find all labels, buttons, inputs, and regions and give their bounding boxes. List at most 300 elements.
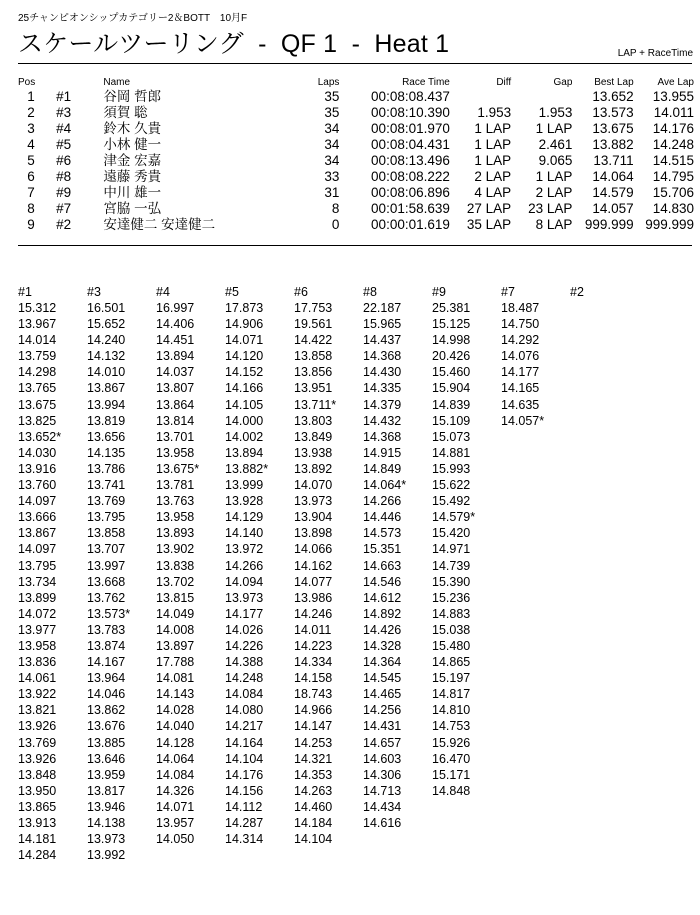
pos-cell: 2	[27, 105, 35, 120]
lap-time: 14.446	[363, 510, 402, 525]
lap-time: 14.140	[225, 526, 264, 541]
lap-time: 13.882*	[225, 461, 269, 476]
lap-time: 13.862	[87, 703, 126, 718]
lap-time: 14.306	[363, 767, 402, 782]
lap-column-label: #7	[501, 285, 515, 299]
lap-time: 14.616	[363, 816, 402, 830]
lap-time: 13.573*	[87, 606, 131, 621]
lap-time: 14.451	[156, 333, 195, 348]
lap-time: 14.094	[225, 574, 264, 589]
lap-time: 13.675*	[156, 461, 200, 476]
page-title: スケールツーリング - QF 1 - Heat 1	[18, 30, 450, 58]
best-lap-cell: 13.882	[592, 137, 634, 152]
event-subtitle: 25チャンピオンシップカテゴリー2＆BOTT 10月F	[18, 13, 248, 24]
driver-name: 谷岡 哲郎	[103, 89, 162, 104]
lap-time: 13.769	[87, 494, 126, 509]
laps-cell: 33	[324, 169, 340, 184]
lap-time: 14.849	[363, 461, 402, 476]
lap-time: 14.328	[363, 638, 402, 653]
lap-time: 20.426	[432, 349, 471, 364]
ave-lap-cell: 999.999	[645, 217, 694, 232]
lap-time: 14.883	[432, 606, 471, 621]
col-name: Name	[103, 77, 131, 88]
lap-time: 14.104	[225, 751, 264, 766]
best-lap-cell: 13.652	[592, 89, 634, 104]
result-row	[18, 185, 694, 201]
car-number: #3	[56, 105, 72, 120]
lap-time: 13.950	[18, 783, 57, 798]
pos-cell: 6	[27, 169, 35, 184]
lap-time: 14.364	[363, 655, 402, 670]
lap-time: 13.815	[156, 590, 195, 605]
lap-time: 14.966	[294, 703, 333, 718]
lap-time: 15.125	[432, 317, 471, 332]
lap-time: 15.073	[432, 429, 471, 444]
lap-time: 14.164	[225, 735, 264, 750]
lap-time: 14.080	[225, 703, 264, 718]
lap-time: 15.622	[432, 478, 471, 493]
lap-time: 13.819	[87, 413, 126, 428]
lap-time: 19.561	[294, 317, 333, 332]
ave-lap-cell: 14.176	[652, 121, 694, 136]
lap-time: 14.321	[294, 751, 333, 766]
lap-time: 15.171	[432, 767, 471, 782]
laps-cell: 31	[324, 185, 340, 200]
lap-time: 14.011	[294, 622, 332, 637]
col-diff: Diff	[496, 77, 512, 88]
car-number: #8	[56, 169, 72, 184]
result-row	[18, 169, 694, 185]
lap-time: 13.652*	[18, 429, 62, 444]
driver-name: 津金 宏嘉	[103, 153, 162, 168]
lap-time: 14.014	[18, 333, 57, 348]
lap-time: 14.657	[363, 735, 402, 750]
lap-time: 14.753	[432, 719, 471, 734]
lap-time: 14.406	[156, 317, 195, 332]
lap-time: 13.928	[225, 494, 264, 509]
gap-cell	[511, 89, 572, 105]
car-number: #6	[56, 153, 72, 168]
best-lap-cell: 13.675	[592, 121, 634, 136]
lap-time: 14.177	[501, 365, 540, 380]
lap-time: 13.668	[87, 574, 126, 589]
lap-time: 15.390	[432, 574, 471, 589]
result-row	[18, 89, 694, 105]
lap-time: 14.072	[18, 606, 57, 621]
results-divider	[18, 245, 692, 246]
lap-time: 13.763	[156, 494, 195, 509]
lap-time: 14.040	[156, 719, 195, 734]
lap-time: 14.422	[294, 333, 333, 348]
lap-time: 14.246	[294, 606, 333, 621]
diff-cell: 27 LAP	[466, 201, 512, 216]
pos-cell: 1	[27, 89, 35, 104]
lap-time: 14.314	[225, 832, 264, 847]
lap-time: 13.959	[87, 767, 126, 782]
col-ave-lap: Ave Lap	[657, 77, 694, 88]
lap-time: 13.892	[294, 461, 333, 476]
lap-time: 15.480	[432, 638, 471, 653]
race-time-cell: 00:08:08.222	[371, 169, 450, 184]
header-divider	[18, 63, 692, 64]
lap-time: 13.817	[87, 783, 126, 798]
lap-time: 13.759	[18, 349, 57, 364]
lap-time: 13.893	[156, 526, 195, 541]
lap-time: 13.913	[18, 816, 57, 830]
lap-time: 13.856	[294, 365, 333, 380]
lap-time: 14.008	[156, 622, 195, 637]
gap-cell: 1 LAP	[535, 121, 573, 136]
best-lap-cell: 13.573	[592, 105, 634, 120]
lap-time: 13.958	[18, 638, 57, 653]
lap-time: 14.426	[363, 622, 402, 637]
lap-time: 13.973	[225, 590, 264, 605]
gap-cell: 9.065	[538, 153, 573, 168]
lap-time: 14.612	[363, 590, 402, 605]
lap-time: 14.097	[18, 542, 57, 557]
lap-time: 14.030	[18, 445, 57, 460]
lap-time: 13.938	[294, 445, 333, 460]
lap-time: 13.999	[225, 478, 264, 493]
lap-time: 13.646	[87, 751, 126, 766]
lap-time: 14.326	[156, 783, 195, 798]
lap-time: 17.873	[225, 301, 264, 315]
lap-time: 13.701	[156, 429, 195, 444]
gap-cell: 23 LAP	[528, 201, 573, 216]
best-lap-cell: 14.064	[592, 169, 634, 184]
laps-cell: 35	[324, 105, 340, 120]
lap-column	[87, 284, 155, 863]
lap-time: 14.546	[363, 574, 402, 589]
lap-time: 15.492	[432, 494, 471, 509]
lap-column	[501, 284, 569, 429]
lap-time: 13.973	[87, 832, 126, 847]
lap-time: 13.898	[294, 526, 333, 541]
lap-time: 14.248	[225, 671, 264, 686]
lap-time: 17.753	[294, 301, 333, 315]
lap-time: 13.894	[225, 445, 264, 460]
ave-lap-cell: 14.011	[653, 105, 694, 120]
diff-cell: 1.953	[477, 105, 512, 120]
best-lap-cell: 999.999	[584, 217, 634, 232]
lap-time: 14.162	[294, 558, 333, 573]
lap-time: 14.156	[225, 783, 264, 798]
lap-time: 13.865	[18, 799, 57, 814]
laps-cell: 8	[331, 201, 340, 216]
lap-time: 14.334	[294, 655, 333, 670]
lap-time: 13.765	[18, 381, 57, 396]
gap-cell: 2.461	[538, 137, 573, 152]
lap-time: 13.760	[18, 478, 57, 493]
lap-time: 25.381	[432, 301, 471, 315]
lap-time: 14.335	[363, 381, 402, 396]
race-time-cell: 00:08:10.390	[371, 105, 450, 120]
lap-time: 13.762	[87, 590, 126, 605]
lap-time: 14.430	[363, 365, 402, 380]
lap-column-label: #5	[225, 285, 239, 299]
lap-column-label: #4	[156, 285, 170, 299]
pos-cell: 7	[27, 185, 35, 200]
lap-time: 14.147	[294, 719, 333, 734]
diff-cell: 1 LAP	[474, 153, 512, 168]
lap-time: 15.993	[432, 461, 471, 476]
lap-time: 14.050	[156, 832, 195, 847]
lap-time: 14.266	[363, 494, 402, 509]
lap-time: 13.769	[18, 735, 57, 750]
lap-time: 17.788	[156, 655, 195, 670]
lap-time: 14.084	[225, 687, 264, 702]
lap-time: 13.997	[87, 558, 126, 573]
lap-time: 14.181	[18, 832, 57, 847]
lap-time: 13.666	[18, 510, 57, 525]
col-laps: Laps	[317, 77, 340, 88]
lap-time: 14.128	[156, 735, 195, 750]
lap-time: 13.967	[18, 317, 57, 332]
lap-time: 13.702	[156, 574, 195, 589]
diff-cell: 2 LAP	[474, 169, 512, 184]
pos-cell: 8	[27, 201, 35, 216]
lap-time: 14.226	[225, 638, 264, 653]
lap-time: 14.881	[432, 445, 471, 460]
lap-time: 13.741	[87, 478, 126, 493]
driver-name: 鈴木 久貴	[103, 121, 162, 136]
race-time-cell: 00:00:01.619	[371, 217, 450, 232]
lap-time: 14.028	[156, 703, 195, 718]
lap-time: 14.750	[501, 317, 540, 332]
gap-cell: 1.953	[538, 105, 573, 120]
lap-column	[432, 284, 500, 799]
lap-time: 15.460	[432, 365, 471, 380]
result-row	[18, 201, 694, 217]
lap-time: 13.874	[87, 638, 126, 653]
lap-time: 13.899	[18, 590, 57, 605]
lap-time: 14.071	[156, 799, 195, 814]
result-row	[18, 153, 694, 169]
lap-time: 14.077	[294, 574, 333, 589]
lap-time: 13.836	[18, 655, 57, 670]
lap-time: 14.971	[432, 542, 471, 557]
lap-time: 13.977	[18, 622, 57, 637]
lap-time: 13.922	[18, 687, 57, 702]
result-row	[18, 137, 694, 153]
lap-column-label: #2	[570, 285, 584, 299]
car-number: #7	[56, 201, 72, 216]
lap-time: 13.781	[156, 478, 195, 493]
lap-column	[294, 284, 362, 847]
lap-time: 13.814	[156, 413, 195, 428]
lap-time: 13.992	[87, 848, 126, 863]
lap-time: 13.867	[18, 526, 57, 541]
gap-cell: 2 LAP	[535, 185, 573, 200]
race-time-cell: 00:08:08.437	[371, 89, 450, 104]
lap-time: 14.184	[294, 816, 333, 830]
lap-time: 14.143	[156, 687, 195, 702]
lap-time: 14.368	[363, 429, 402, 444]
driver-name: 中川 雄一	[103, 185, 162, 200]
lap-time: 14.292	[501, 333, 540, 348]
lap-time: 13.964	[87, 671, 126, 686]
lap-time: 14.892	[363, 606, 402, 621]
lap-time: 14.353	[294, 767, 333, 782]
lap-time: 14.810	[432, 703, 471, 718]
lap-time: 13.926	[18, 751, 57, 766]
lap-time: 14.158	[294, 671, 333, 686]
lap-time: 13.656	[87, 429, 126, 444]
lap-time: 14.817	[432, 687, 471, 702]
lap-time: 14.240	[87, 333, 126, 348]
driver-name: 安達健二 安達健二	[103, 217, 216, 232]
lap-time: 14.379	[363, 397, 402, 412]
col-best-lap: Best Lap	[594, 77, 634, 88]
lap-time: 14.256	[363, 703, 402, 718]
lap-time: 15.926	[432, 735, 471, 750]
ave-lap-cell: 13.955	[652, 89, 694, 104]
lap-time: 13.825	[18, 413, 57, 428]
lap-time: 15.652	[87, 317, 126, 332]
lap-time: 14.177	[225, 606, 264, 621]
lap-time: 14.839	[432, 397, 471, 412]
lap-time: 14.010	[87, 365, 126, 380]
result-row	[18, 105, 694, 121]
lap-time: 14.166	[225, 381, 264, 396]
ave-lap-cell: 14.515	[652, 153, 694, 168]
lap-column-label: #6	[294, 285, 308, 299]
car-number: #9	[56, 185, 72, 200]
lap-time: 13.858	[87, 526, 126, 541]
lap-time: 14.176	[225, 767, 264, 782]
lap-column-label: #3	[87, 285, 101, 299]
lap-time: 13.838	[156, 558, 195, 573]
results-header-row	[18, 71, 694, 89]
lap-time: 14.434	[363, 799, 402, 814]
lap-note: LAP + RaceTime	[617, 48, 693, 59]
ave-lap-cell: 14.795	[652, 169, 694, 184]
result-row	[18, 217, 694, 233]
lap-time: 13.958	[156, 510, 195, 525]
lap-column	[570, 284, 638, 300]
lap-time: 13.795	[18, 558, 57, 573]
lap-time: 14.287	[225, 816, 264, 830]
lap-time: 14.120	[225, 349, 264, 364]
lap-time: 13.849	[294, 429, 333, 444]
lap-time: 14.465	[363, 687, 402, 702]
best-lap-cell: 13.711	[593, 153, 634, 168]
lap-time: 14.132	[87, 349, 126, 364]
lap-time: 13.786	[87, 461, 126, 476]
lap-time: 14.104	[294, 832, 333, 847]
lap-time: 14.253	[294, 735, 333, 750]
gap-cell: 8 LAP	[535, 217, 573, 232]
lap-time: 13.711*	[294, 397, 337, 412]
lap-column-label: #9	[432, 285, 446, 299]
laps-cell: 34	[324, 121, 340, 136]
lap-time: 14.906	[225, 317, 264, 332]
lap-time: 18.743	[294, 687, 333, 702]
lap-time: 16.470	[432, 751, 471, 766]
col-no	[44, 71, 103, 89]
diff-cell	[450, 89, 511, 105]
lap-time: 15.351	[363, 542, 402, 557]
lap-time: 15.038	[432, 622, 471, 637]
lap-time: 14.437	[363, 333, 402, 348]
results-table	[18, 71, 694, 233]
ave-lap-cell: 14.830	[652, 201, 694, 216]
lap-time: 14.084	[156, 767, 195, 782]
lap-time: 13.902	[156, 542, 195, 557]
lap-time: 13.916	[18, 461, 57, 476]
lap-time: 14.070	[294, 478, 333, 493]
lap-time: 14.848	[432, 783, 471, 798]
lap-time: 14.915	[363, 445, 402, 460]
lap-time: 13.803	[294, 413, 333, 428]
lap-column-label: #8	[363, 285, 377, 299]
best-lap-cell: 14.579	[592, 185, 634, 200]
lap-time: 15.965	[363, 317, 402, 332]
laps-cell: 34	[324, 137, 340, 152]
lap-time: 14.635	[501, 397, 540, 412]
lap-column	[225, 284, 293, 847]
lap-time: 13.946	[87, 799, 126, 814]
lap-time: 14.603	[363, 751, 402, 766]
lap-time: 13.986	[294, 590, 333, 605]
lap-time: 14.573	[363, 526, 402, 541]
car-number: #2	[56, 217, 72, 232]
lap-time: 13.957	[156, 816, 195, 830]
race-time-cell: 00:08:13.496	[371, 153, 450, 168]
result-row	[18, 121, 694, 137]
driver-name: 須賀 聡	[103, 105, 148, 120]
lap-time: 13.958	[156, 445, 195, 460]
race-time-cell: 00:08:01.970	[371, 121, 450, 136]
diff-cell: 4 LAP	[474, 185, 512, 200]
lap-time: 14.037	[156, 365, 195, 380]
lap-time: 14.071	[225, 333, 264, 348]
lap-time: 14.460	[294, 799, 333, 814]
lap-time: 14.739	[432, 558, 471, 573]
lap-time: 14.046	[87, 687, 126, 702]
lap-time: 13.864	[156, 397, 195, 412]
lap-time: 13.973	[294, 494, 333, 509]
diff-cell: 1 LAP	[474, 121, 512, 136]
lap-time: 14.431	[363, 719, 402, 734]
car-number: #5	[56, 137, 72, 152]
lap-time: 14.998	[432, 333, 471, 348]
driver-name: 遠藤 秀貴	[103, 169, 162, 184]
driver-name: 宮脇 一弘	[103, 201, 162, 216]
lap-time: 14.388	[225, 655, 264, 670]
lap-time: 16.997	[156, 301, 195, 315]
lap-time: 14.135	[87, 445, 126, 460]
lap-time: 13.994	[87, 397, 126, 412]
lap-time: 14.000	[225, 413, 264, 428]
lap-time: 13.885	[87, 735, 126, 750]
race-time-cell: 00:01:58.639	[371, 201, 450, 216]
lap-column-label: #1	[18, 285, 32, 299]
lap-time: 14.263	[294, 783, 333, 798]
lap-time: 14.713	[363, 783, 402, 798]
lap-time: 16.501	[87, 301, 126, 315]
lap-time: 14.298	[18, 365, 57, 380]
lap-time: 14.026	[225, 622, 264, 637]
lap-time: 13.951	[294, 381, 333, 396]
lap-time: 13.783	[87, 622, 126, 637]
lap-time: 14.066	[294, 542, 333, 557]
lap-time: 14.217	[225, 719, 264, 734]
lap-time: 14.002	[225, 429, 264, 444]
lap-time: 14.081	[156, 671, 195, 686]
lap-time: 14.167	[87, 655, 126, 670]
lap-time: 13.795	[87, 510, 126, 525]
